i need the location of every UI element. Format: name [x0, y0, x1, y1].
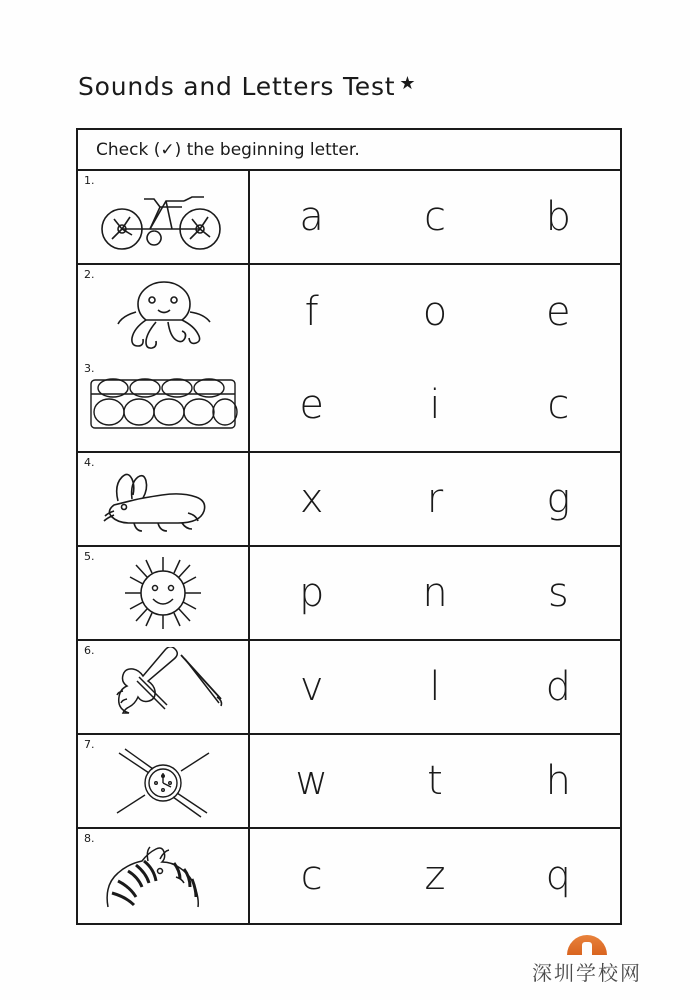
choice-group [250, 453, 620, 545]
choice-group [250, 829, 620, 923]
choice-group [250, 735, 620, 827]
choice-option[interactable]: g [546, 476, 571, 522]
choice-group [250, 547, 620, 639]
page-title-text: Sounds and Letters Test [78, 72, 396, 101]
item-number: 6. [84, 644, 95, 657]
watermark [492, 935, 682, 986]
choice-option[interactable]: h [545, 758, 571, 804]
watch-icon [78, 735, 248, 827]
table-row [78, 359, 620, 453]
item-number: 3. [84, 362, 95, 375]
choice-option[interactable]: c [300, 853, 323, 899]
choice-option[interactable]: e [546, 289, 571, 335]
choice-option[interactable]: a [299, 194, 324, 240]
page-title [78, 72, 416, 101]
violin-icon [78, 641, 248, 733]
choice-option[interactable]: l [429, 664, 441, 710]
choice-option[interactable]: i [429, 382, 441, 428]
rabbit-icon [78, 453, 248, 545]
zebra-icon [78, 829, 248, 923]
picture-cell [78, 171, 250, 263]
octopus-icon [78, 265, 248, 359]
choice-group [250, 171, 620, 263]
table-row [78, 453, 620, 547]
instructions-row: Check (✓) the beginning letter. [78, 130, 620, 171]
sun-icon [78, 547, 248, 639]
picture-cell [78, 359, 250, 451]
watermark-text: 深圳学校网 [532, 961, 642, 985]
choice-option[interactable]: r [426, 476, 444, 522]
choice-option[interactable]: e [299, 382, 324, 428]
picture-cell [78, 453, 250, 545]
choice-option[interactable]: q [545, 853, 572, 899]
table-row [78, 641, 620, 735]
choice-option[interactable]: n [422, 570, 448, 616]
picture-cell [78, 265, 250, 359]
choice-option[interactable]: z [424, 853, 446, 899]
table-row [78, 265, 620, 359]
choice-group [250, 359, 620, 451]
table-row [78, 547, 620, 641]
choice-option[interactable]: s [547, 570, 569, 616]
choice-group [250, 641, 620, 733]
item-number: 1. [84, 174, 95, 187]
house-logo-icon [567, 935, 607, 955]
item-number: 4. [84, 456, 95, 469]
picture-cell [78, 829, 250, 923]
picture-cell [78, 641, 250, 733]
eggs-icon [78, 359, 248, 451]
picture-cell [78, 547, 250, 639]
picture-cell [78, 735, 250, 827]
choice-option[interactable]: t [427, 758, 443, 804]
table-row [78, 735, 620, 829]
choice-option[interactable]: v [299, 664, 324, 710]
choice-option[interactable]: d [545, 664, 572, 710]
choice-group [250, 265, 620, 359]
choice-option[interactable]: p [298, 570, 325, 616]
worksheet-table [76, 128, 622, 925]
choice-option[interactable]: w [295, 758, 329, 804]
table-row [78, 829, 620, 923]
item-number: 2. [84, 268, 95, 281]
item-number: 7. [84, 738, 95, 751]
title-star-icon: ★ [399, 73, 417, 94]
item-number: 5. [84, 550, 95, 563]
choice-option[interactable]: c [547, 382, 570, 428]
choice-option[interactable]: o [422, 289, 448, 335]
choice-option[interactable]: b [545, 194, 572, 240]
bicycle-icon [78, 171, 248, 263]
choice-option[interactable]: x [299, 476, 324, 522]
choice-option[interactable]: c [423, 194, 446, 240]
table-row [78, 171, 620, 265]
choice-option[interactable]: f [304, 289, 319, 335]
item-number: 8. [84, 832, 95, 845]
